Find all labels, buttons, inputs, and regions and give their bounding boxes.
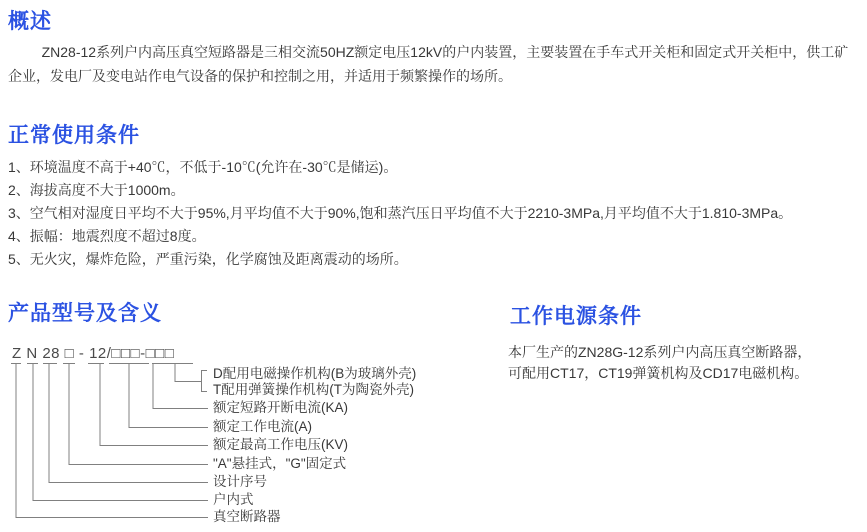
model-label-vacuum-breaker: 真空断路器 (213, 509, 281, 524)
overview-section-title: 概述 (8, 10, 52, 33)
power-supply-line: 可配用CT17，CT19弹簧机构及CD17电磁机构。 (508, 365, 809, 381)
model-label-mount-type: "A"悬挂式，"G"固定式 (213, 456, 347, 471)
condition-item: 1、环境温度不高于+40℃，不低于-10℃(允许在-30℃是储运)。 (8, 159, 398, 175)
overview-paragraph: ZN28-12系列户内高压真空短路器是三相交流50HZ额定电压12kV的户内装置，主要装置在手车式开关柜和固定式开关柜中，供工矿企业，发电厂及变电站作电气设备的保护和控制之用，并适用于频繁操作的场所。 (8, 44, 849, 84)
conditions-list (8, 156, 863, 271)
model-label-spring-mechanism: T配用弹簧操作机构(T为陶瓷外壳) (213, 382, 414, 397)
model-label-max-voltage: 额定最高工作电压(KV) (213, 437, 348, 452)
condition-item: 5、无火灾，爆炸危险，严重污染，化学腐蚀及距离震动的场所。 (8, 251, 408, 267)
model-label-working-current: 额定工作电流(A) (213, 419, 312, 434)
model-label-electromagnetic-mechanism: D配用电磁操作机构(B为玻璃外壳) (213, 366, 417, 381)
model-label-breaking-current: 额定短路开断电流(KA) (213, 400, 348, 415)
model-designation-diagram (0, 345, 460, 532)
conditions-section-title: 正常使用条件 (8, 124, 140, 147)
condition-item: 4、振幅：地震烈度不超过8度。 (8, 228, 206, 244)
model-label-indoor-type: 户内式 (213, 492, 254, 507)
condition-item: 3、空气相对湿度日平均不大于95%,月平均值不大于90%,饱和蒸汽压日平均值不大于2210-3MPa,月平均值不大于1.810-3MPa。 (8, 205, 793, 221)
condition-item: 2、海拔高度不大于1000m。 (8, 182, 185, 198)
model-label-design-serial: 设计序号 (213, 474, 267, 489)
power-supply-text (508, 342, 811, 384)
power-supply-section-title: 工作电源条件 (510, 305, 642, 328)
product-model-section-title: 产品型号及含义 (8, 302, 162, 325)
power-supply-line: 本厂生产的ZN28G-12系列户内高压真空断路器， (508, 344, 812, 360)
model-code-text: Z N 28 □ - 12/□□□-□□□ (12, 345, 175, 362)
